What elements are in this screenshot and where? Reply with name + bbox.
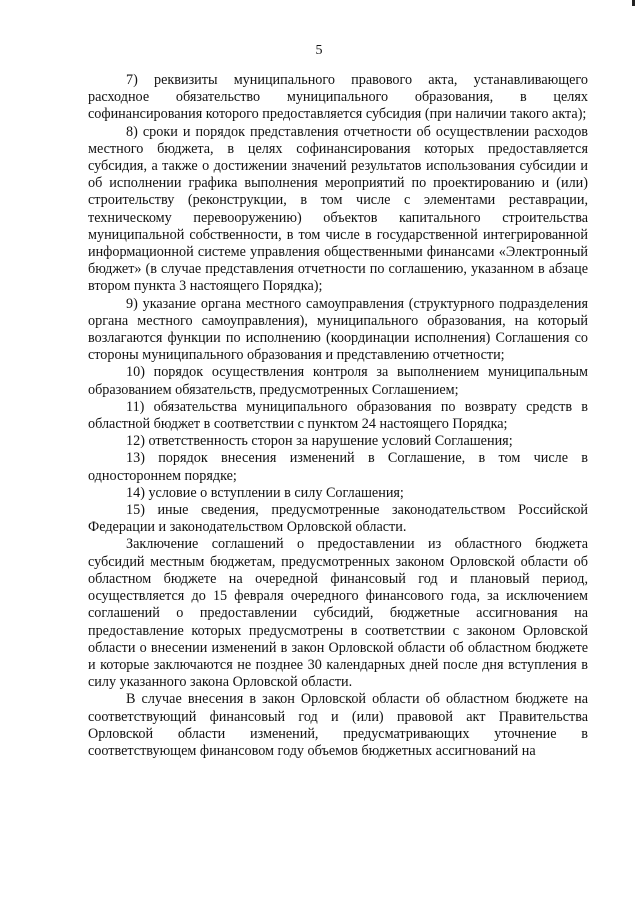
paragraph-item-7: 7) реквизиты муниципального правового акта, устанавливающего расходное обязательство муниципального образования, в целях софинансирования которого предоставляется субсидия (при наличии такого акта); bbox=[88, 72, 588, 123]
paragraph-law-amendment: В случае внесения в закон Орловской области об областном бюджете на соответствующий финансовый год и (или) правовой акт Правительства Орловской области изменений, предусматривающих уточнение в соответствующем финансовом году объемов бюджетных ассигнований на bbox=[88, 691, 588, 759]
paragraph-item-11: 11) обязательства муниципального образования по возврату средств в областной бюджет в соответствии с пунктом 24 настоящего Порядка; bbox=[88, 398, 588, 433]
page-number: 5 bbox=[315, 43, 323, 58]
paragraph-item-13: 13) порядок внесения изменений в Соглашение, в том числе в одностороннем порядке; bbox=[88, 450, 588, 484]
scan-artifact-mark bbox=[632, 0, 635, 6]
paragraph-item-10: 10) порядок осуществления контроля за выполнением муниципальным образованием обязательств, предусмотренных Соглашением; bbox=[88, 364, 588, 398]
document-body bbox=[88, 72, 588, 760]
paragraph-item-8: 8) сроки и порядок представления отчетности об осуществлении расходов местного бюджета, в целях софинансирования которых предоставляется субсидия, а также о достижении значений результатов использования субсидии и об исполнении графика выполнения мероприятий по проектированию и (или) строительству (реконструкции, в том числе с элементами реставрации, техническому перевооружению) объектов капитального строительства муниципальной собственности, в том числе в государственной интегрированной информационной системе управления общественными финансами «Электронный бюджет» (в случае представления отчетности по соглашению, указанном в абзаце втором пункта 3 настоящего Порядка); bbox=[88, 123, 588, 295]
paragraph-item-14: 14) условие о вступлении в силу Соглашения; bbox=[126, 484, 404, 501]
paragraph-agreement-deadline: Заключение соглашений о предоставлении из областного бюджета субсидий местным бюджетам, предусмотренных законом Орловской области об областном бюджете на очередной финансовый год и плановый период, осуществляется до 15 февраля очередного финансового года, за исключением соглашений о предоставлении субсидий, бюджетные ассигнования на предоставление которых предусмотрены в соответствии с законом Орловской области о внесении изменений в закон Орловской области об областном бюджете и которые заключаются не позднее 30 календарных дней после дня вступления в силу указанного закона Орловской области. bbox=[88, 536, 588, 691]
paragraph-item-12: 12) ответственность сторон за нарушение условий Соглашения; bbox=[126, 433, 513, 450]
paragraph-item-9: 9) указание органа местного самоуправления (структурного подразделения органа местного самоуправления), муниципального образования, на который возлагаются функции по исполнению (координации исполнения) Соглашения со стороны муниципального образования и представлению отчетности; bbox=[88, 295, 588, 364]
paragraph-item-15: 15) иные сведения, предусмотренные законодательством Российской Федерации и законодательством Орловской области. bbox=[88, 502, 588, 536]
